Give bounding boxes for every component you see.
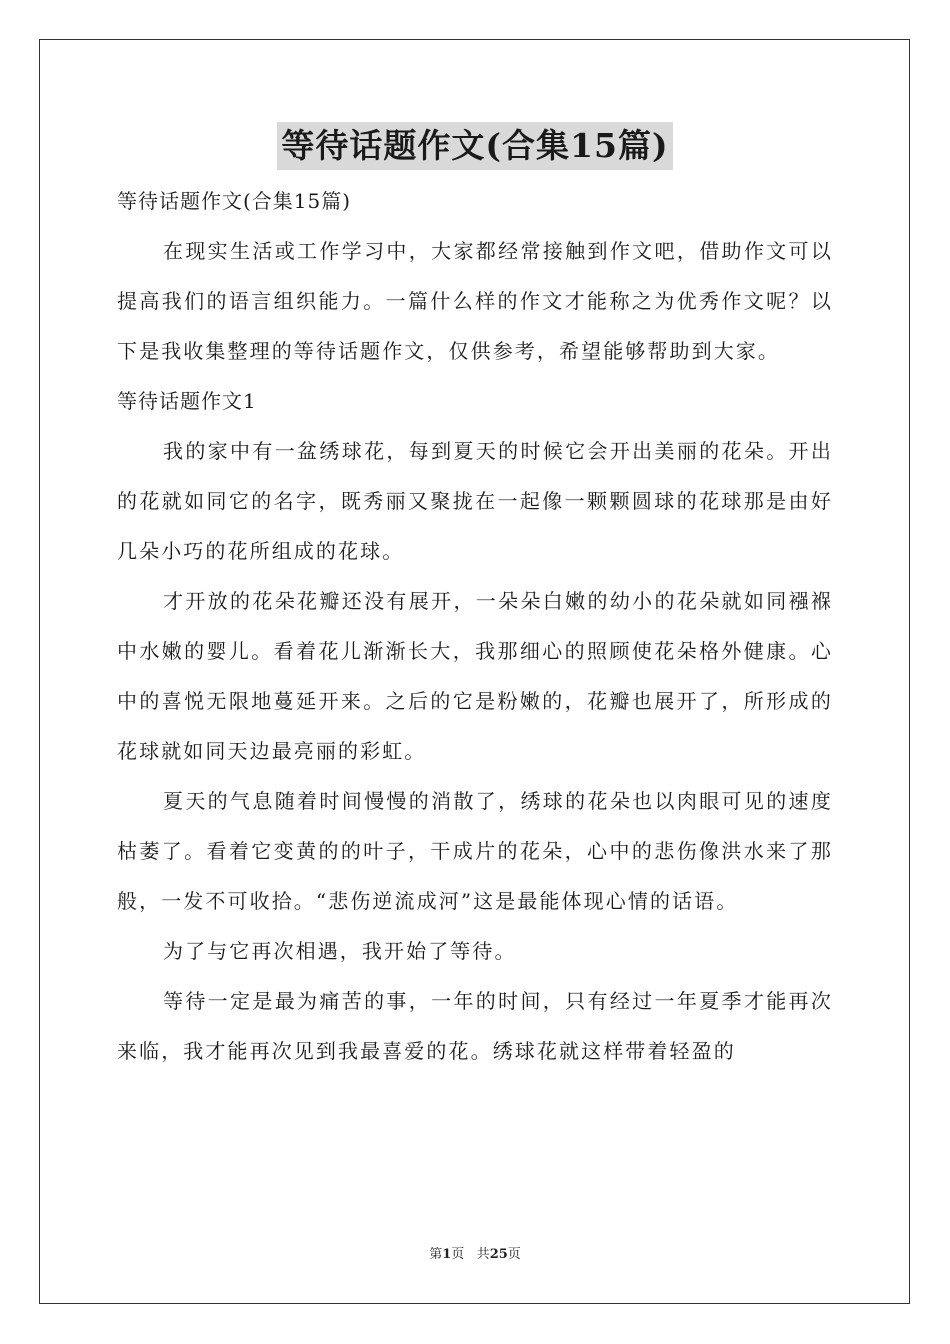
page-suffix: 页 [451,1247,465,1262]
title-container [0,122,950,170]
paragraph: 为了与它再次相遇，我开始了等待。 [163,939,517,963]
document-subtitle: 等待话题作文(合集15篇) [117,189,352,213]
total-page-count: 25 [489,1247,508,1262]
total-prefix: 共 [476,1247,490,1262]
paragraph: 我的家中有一盆绣球花，每到夏天的时候它会开出美丽的花朵。开出的花就如同它的名字，既秀丽又聚拢在一起像一颗颗圆球的花球那是由好几朵小巧的花所组成的花球。 [117,439,833,563]
page-prefix: 第 [429,1247,443,1262]
section-heading-1: 等待话题作文1 [117,389,257,413]
paragraph-intro: 在现实生活或工作学习中，大家都经常接触到作文吧，借助作文可以提高我们的语言组织能力。一篇什么样的作文才能称之为优秀作文呢？以下是我收集整理的等待话题作文，仅供参考，希望能够帮助到大家。 [117,239,833,363]
paragraph: 夏天的气息随着时间慢慢的消散了，绣球的花朵也以肉眼可见的速度枯萎了。看着它变黄的的叶子，干成片的花朵，心中的悲伤像洪水来了那般，一发不可收拾。“悲伤逆流成河”这是最能体现心情的话语。 [117,789,833,913]
paragraph: 等待一定是最为痛苦的事，一年的时间，只有经过一年夏季才能再次来临，我才能再次见到我最喜爱的花。绣球花就这样带着轻盈的 [117,989,833,1063]
total-suffix: 页 [507,1247,521,1262]
document-title: 等待话题作文(合集15篇) [277,122,672,170]
current-page-number: 1 [442,1247,452,1262]
page-footer [0,1246,950,1264]
document-body [117,176,833,1076]
paragraph: 才开放的花朵花瓣还没有展开，一朵朵白嫩的幼小的花朵就如同襁褓中水嫩的婴儿。看着花儿渐渐长大，我那细心的照顾使花朵格外健康。心中的喜悦无限地蔓延开来。之后的它是粉嫩的，花瓣也展开了，所形成的花球就如同天边最亮丽的彩虹。 [117,589,833,763]
